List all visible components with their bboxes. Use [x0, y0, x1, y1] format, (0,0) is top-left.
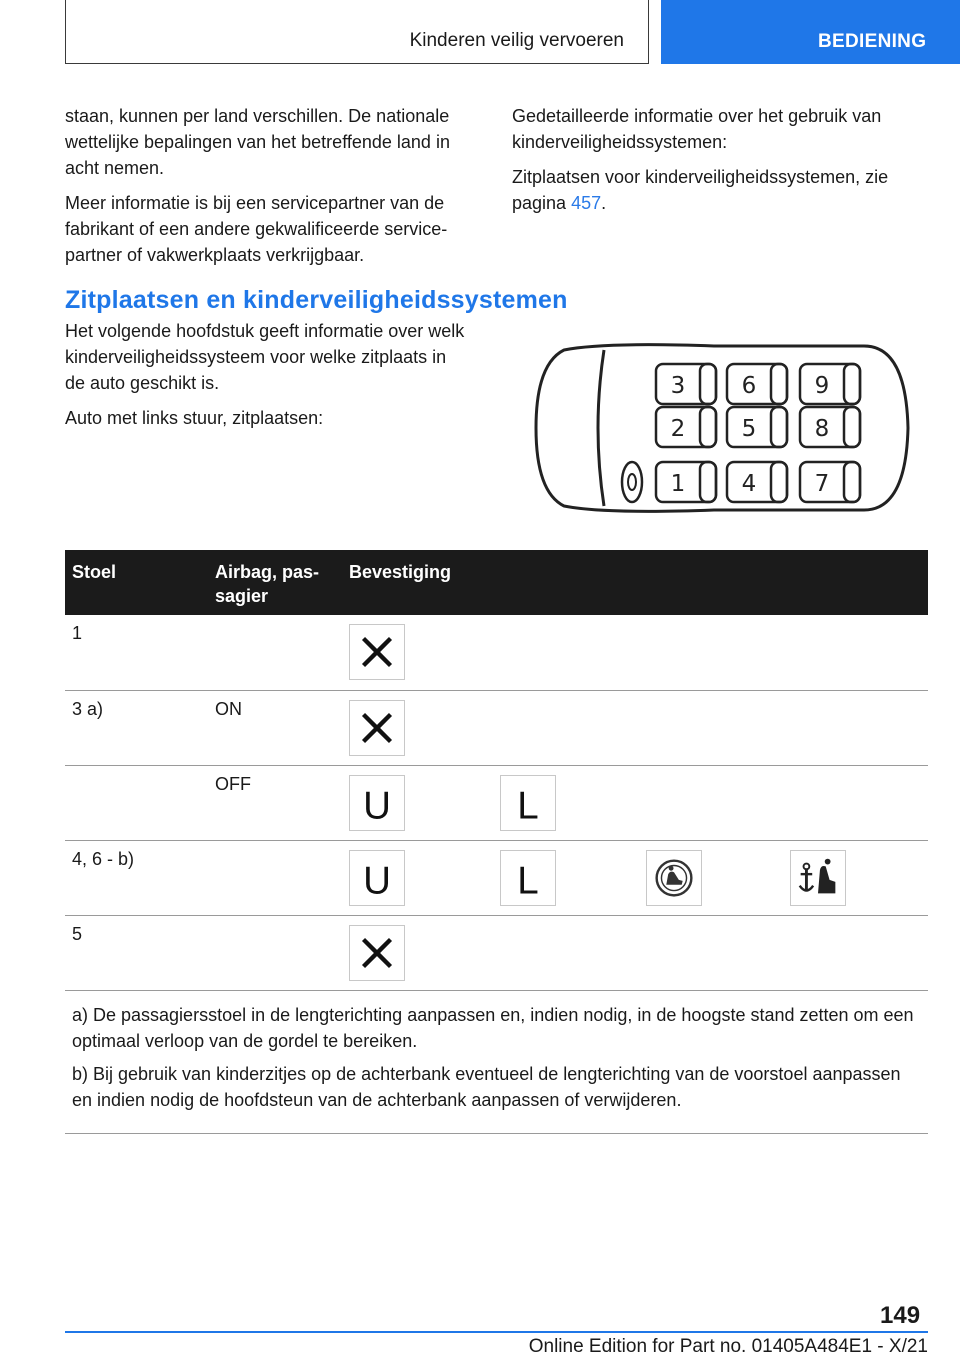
seat-number: 4	[741, 471, 757, 497]
x-icon	[349, 624, 405, 680]
seat-number: 5	[741, 416, 757, 442]
right-column	[512, 103, 932, 225]
page-number: 149	[880, 1302, 921, 1329]
svg-text:L: L	[517, 859, 539, 903]
seat-grid	[656, 364, 860, 502]
footer-divider	[65, 1331, 928, 1333]
table-row	[65, 615, 928, 691]
u-icon	[349, 850, 405, 906]
svg-text:L: L	[517, 784, 539, 828]
left-column	[65, 103, 485, 277]
seat-number: 2	[670, 416, 686, 442]
seat-4	[727, 462, 787, 502]
right-paragraph-2-text: Zitplaatsen voor kinderveiligheidssystemen, zie pagina	[512, 167, 889, 213]
seat-7	[800, 462, 860, 502]
x-icon	[349, 700, 405, 756]
note-a: a) De passagiersstoel in de lengterichting aanpassen en, indien nodig, in de hoogste stand zetten om een optimaal verloop van de gordel te bereiken.	[72, 1005, 914, 1051]
svg-text:U: U	[363, 784, 391, 828]
cell-seat: 5	[72, 924, 83, 944]
note-b: b) Bij gebruik van kinderzitjes op de achterbank eventueel de lengterichting van de voorstoel aanpassen en indien nodig de hoofdsteun van de achterbank aanpassen of verwijderen.	[72, 1064, 901, 1110]
cell-seat: 3 a)	[72, 699, 104, 719]
svg-text:U: U	[363, 859, 391, 903]
seat-number: 8	[814, 416, 830, 442]
section-intro	[65, 318, 465, 440]
seat-8	[800, 407, 860, 447]
seat-3	[656, 364, 716, 404]
header-box	[65, 0, 649, 64]
table-row	[65, 841, 928, 916]
table-body	[65, 615, 928, 991]
cell-seat: 4, 6 - b)	[72, 849, 135, 869]
chapter-tab[interactable]	[661, 0, 960, 64]
steering-wheel-icon	[622, 462, 642, 502]
seat-1	[656, 462, 716, 502]
cell-seat: 1	[72, 623, 83, 643]
table-notes	[65, 991, 928, 1134]
footer-edition: Online Edition for Part no. 01405A484E1 - X/21	[528, 1336, 928, 1357]
section-heading: Zitplaatsen en kinderveiligheidssystemen	[65, 286, 568, 314]
seat-layout-diagram	[534, 342, 910, 514]
isofix-anchor-icon	[790, 850, 846, 906]
intro-paragraph-2: Auto met links stuur, zitplaatsen:	[65, 408, 324, 428]
table-row	[65, 766, 928, 841]
page-link[interactable]: 457	[571, 193, 602, 213]
intro-paragraph-1: Het volgende hoofdstuk geeft informatie over welk kinderveiligheidssysteem voor welke zitplaats in de auto geschikt is.	[65, 321, 465, 393]
car-front-line	[598, 350, 604, 506]
left-paragraph-1: staan, kunnen per land verschillen. De nationale wettelijke bepalingen van het betreffende land in acht nemen.	[65, 106, 450, 178]
table-row	[65, 691, 928, 766]
right-paragraph-1: Gedetailleerde informatie over het gebruik van kinderveiligheidssystemen:	[512, 106, 882, 152]
table-header	[65, 550, 928, 615]
table-row	[65, 916, 928, 991]
header-mount: Bevestiging	[349, 562, 452, 582]
seat-number: 9	[814, 373, 830, 399]
header-airbag: Airbag, passagier	[215, 562, 320, 606]
cell-airbag: ON	[215, 699, 242, 719]
seat-number: 3	[670, 373, 686, 399]
left-paragraph-2: Meer informatie is bij een servicepartner van de fabrikant of een andere gekwalificeerde servicepartner of vakwerkplaats verkrijgbaar.	[65, 193, 448, 265]
seat-6	[727, 364, 787, 404]
l-icon	[500, 775, 556, 831]
section-title: Kinderen veilig vervoeren	[409, 30, 624, 51]
seat-number: 7	[814, 471, 830, 497]
seat-table	[65, 550, 928, 1134]
u-icon	[349, 775, 405, 831]
right-paragraph-2-end: .	[601, 193, 607, 213]
cell-airbag: OFF	[215, 774, 251, 794]
chapter-label: BEDIENING	[818, 31, 927, 52]
seat-number: 6	[741, 373, 757, 399]
header-seat: Stoel	[72, 562, 117, 582]
car-outline	[536, 345, 908, 512]
seat-2	[656, 407, 716, 447]
seat-number: 1	[670, 471, 686, 497]
seat-9	[800, 364, 860, 404]
l-icon	[500, 850, 556, 906]
seat-5	[727, 407, 787, 447]
child-seat-icon	[646, 850, 702, 906]
right-paragraph-2	[512, 164, 932, 216]
x-icon	[349, 925, 405, 981]
